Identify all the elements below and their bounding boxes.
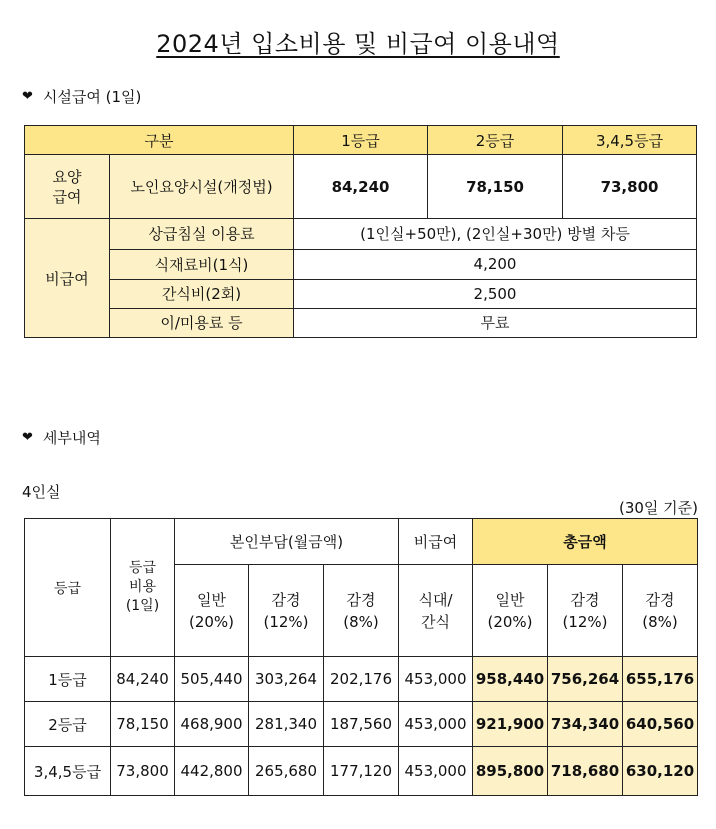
header-grade2: 2등급	[428, 126, 563, 155]
header-total: 총금액	[473, 519, 698, 565]
row-grade: 2등급	[25, 702, 111, 747]
heart-icon: ❤	[22, 89, 33, 104]
row-cost: 78,150	[111, 702, 175, 747]
noncovered-value: 2,500	[294, 279, 697, 308]
care-item: 노인요양시설(개정법)	[110, 155, 294, 219]
noncovered-item: 이/미용료 등	[110, 308, 294, 337]
basis-note: (30일 기준)	[618, 499, 698, 517]
row-cost: 73,800	[111, 747, 175, 796]
row-total-reduced12: 718,680	[548, 747, 623, 796]
row-total-reduced12: 734,340	[548, 702, 623, 747]
row-total-reduced8: 655,176	[623, 657, 698, 702]
section-details-label: 세부내역	[42, 429, 101, 447]
row-reduced12: 265,680	[249, 747, 324, 796]
noncovered-value: (1인실+50만), (2인실+30만) 방별 차등	[294, 219, 697, 249]
row-cost: 84,240	[111, 657, 175, 702]
row-total-general: 895,800	[473, 747, 548, 796]
care-value-grade1: 84,240	[294, 155, 428, 219]
section-facility-benefit-label: 시설급여 (1일)	[42, 88, 142, 106]
header-total-reduced8: 감경 (8%)	[623, 565, 698, 657]
header-meal-snack: 식대/ 간식	[399, 565, 473, 657]
header-grade-cost: 등급 비용 (1일)	[111, 519, 175, 657]
row-meal: 453,000	[399, 657, 473, 702]
row-total-reduced12: 756,264	[548, 657, 623, 702]
header-self-reduced12: 감경 (12%)	[249, 565, 324, 657]
row-general: 442,800	[175, 747, 249, 796]
row-reduced12: 281,340	[249, 702, 324, 747]
header-self-general: 일반 (20%)	[175, 565, 249, 657]
row-meal: 453,000	[399, 702, 473, 747]
noncovered-item: 간식비(2회)	[110, 279, 294, 308]
row-total-reduced8: 630,120	[623, 747, 698, 796]
header-total-reduced12: 감경 (12%)	[548, 565, 623, 657]
page-title	[0, 24, 716, 59]
header-self-pay: 본인부담(월금액)	[175, 519, 399, 565]
row-reduced8: 202,176	[324, 657, 399, 702]
header-grade: 등급	[25, 519, 111, 657]
row-total-reduced8: 640,560	[623, 702, 698, 747]
section-facility-benefit	[22, 86, 141, 107]
care-value-grade345: 73,800	[563, 155, 697, 219]
row-general: 505,440	[175, 657, 249, 702]
header-total-general: 일반 (20%)	[473, 565, 548, 657]
row-meal: 453,000	[399, 747, 473, 796]
noncovered-value: 무료	[294, 308, 697, 337]
header-self-reduced8: 감경 (8%)	[324, 565, 399, 657]
row-grade: 3,4,5등급	[25, 747, 111, 796]
header-grade345: 3,4,5등급	[563, 126, 697, 155]
header-category: 구분	[25, 126, 294, 155]
row-grade: 1등급	[25, 657, 111, 702]
row-reduced8: 177,120	[324, 747, 399, 796]
header-grade1: 1등급	[294, 126, 428, 155]
row-general: 468,900	[175, 702, 249, 747]
room-type-label: 4인실	[22, 483, 61, 501]
facility-benefit-table	[24, 125, 697, 338]
page-title-text: 2024년 입소비용 및 비급여 이용내역	[156, 30, 560, 58]
noncovered-group: 비급여	[25, 219, 110, 338]
row-total-general: 921,900	[473, 702, 548, 747]
header-noncovered: 비급여	[399, 519, 473, 565]
row-reduced8: 187,560	[324, 702, 399, 747]
heart-icon: ❤	[22, 430, 33, 445]
row-reduced12: 303,264	[249, 657, 324, 702]
table-row	[25, 657, 698, 702]
row-total-general: 958,440	[473, 657, 548, 702]
details-table	[24, 518, 698, 796]
noncovered-item: 상급침실 이용료	[110, 219, 294, 249]
noncovered-value: 4,200	[294, 249, 697, 279]
care-benefit-group: 요양 급여	[25, 155, 110, 219]
section-details	[22, 427, 101, 448]
noncovered-item: 식재료비(1식)	[110, 249, 294, 279]
table-row	[25, 747, 698, 796]
table-row	[25, 702, 698, 747]
care-value-grade2: 78,150	[428, 155, 563, 219]
